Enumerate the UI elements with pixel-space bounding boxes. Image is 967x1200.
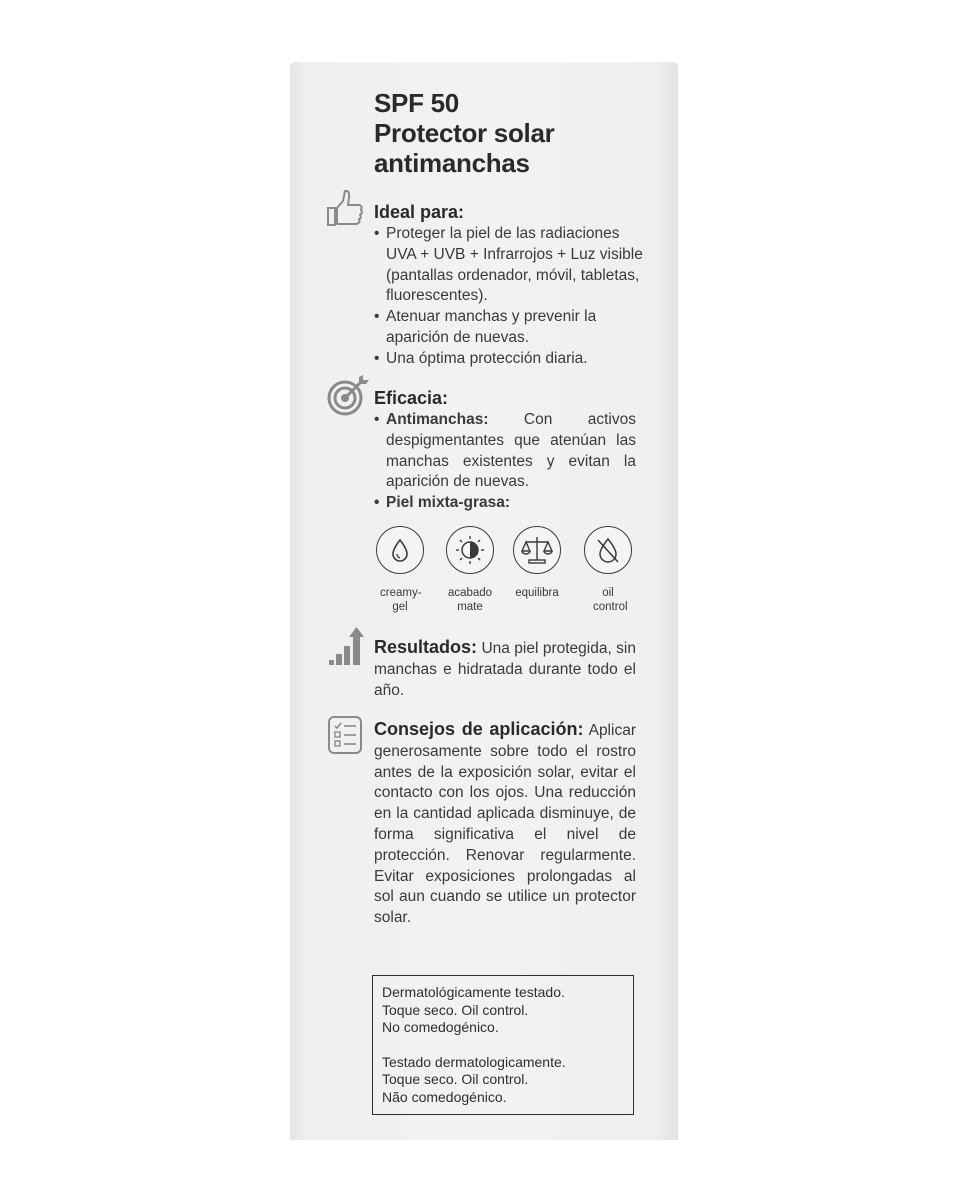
- consejos-heading: Consejos de aplicación:: [374, 719, 584, 739]
- title-line-2: Protector solar: [374, 118, 555, 148]
- badge-acabado-mate: [432, 526, 508, 614]
- ideal-bullet-3: • Una óptima protección diaria.: [374, 349, 644, 370]
- claim-es-2: Toque seco. Oil control.: [382, 1001, 529, 1018]
- checklist-icon: [327, 715, 363, 755]
- resultados-text: Una piel protegida, sin manchas e hidratada durante todo el año.: [374, 640, 636, 699]
- resultados-heading: Resultados:: [374, 637, 478, 657]
- matte-sun-icon: [447, 527, 493, 573]
- eficacia-section: [374, 387, 636, 514]
- antimanchas-label: Antimanchas:: [386, 411, 489, 428]
- badge-creamy-gel: [362, 526, 438, 614]
- consejos-section: [374, 718, 636, 929]
- ideal-bullet-2: • Atenuar manchas y prevenir la aparición de nuevas.: [374, 307, 644, 349]
- resultados-section: [374, 636, 636, 701]
- claim-pt-1: Testado dermatologicamente.: [382, 1053, 566, 1070]
- product-title: [374, 88, 654, 178]
- title-line-1: SPF 50: [374, 88, 459, 118]
- claims-box: [372, 975, 634, 1115]
- badge-label-creamy-gel: creamy-gel: [380, 587, 422, 613]
- antimanchas-text: Con activos despigmentantes que atenúan las manchas existentes y evitan la aparición de nuevas.: [386, 411, 636, 491]
- ideal-heading: Ideal para:: [374, 202, 465, 222]
- target-icon: [326, 374, 370, 418]
- claim-es-3: No comedogénico.: [382, 1019, 499, 1035]
- badge-label-acabado-mate: acabado mate: [447, 587, 493, 613]
- eficacia-heading: Eficacia:: [374, 388, 449, 408]
- consejos-text: Aplicar generosamente sobre todo el rostro antes de la exposición solar, evitar el contacto con los ojos. Una reducción en la cantidad aplicada disminuye, de forma significativa el nivel de protección. Renovar regularmente. Evitar exposiciones prolongadas al sol aun cuando se utilice un protector solar.: [374, 722, 636, 927]
- claim-pt-3: Não comedogénico.: [382, 1088, 507, 1105]
- no-oil-icon: [585, 527, 631, 573]
- ideal-section: [374, 201, 644, 370]
- eficacia-item-antimanchas: [374, 410, 636, 493]
- droplet-icon: [377, 527, 423, 573]
- eficacia-item-piel: • Piel mixta-grasa:: [374, 493, 636, 514]
- ideal-bullet-1: • Proteger la piel de las radiaciones UVA + UVB + Infrarrojos + Luz visible (pantallas ordenador, móvil, tabletas, fluorescentes).: [374, 224, 644, 307]
- badge-oil-control: [570, 526, 646, 614]
- growth-chart-icon: [327, 626, 365, 668]
- thumbs-up-icon: [326, 188, 364, 228]
- claim-pt-2: Toque seco. Oil control.: [382, 1071, 529, 1087]
- balance-scale-icon: [514, 527, 560, 573]
- badge-label-equilibra: equilibra: [515, 587, 559, 599]
- badge-label-oil-control: oil control: [593, 587, 628, 613]
- feature-badges: [372, 526, 640, 626]
- claim-es-1: Dermatológicamente testado.: [382, 984, 565, 1000]
- badge-equilibra: [499, 526, 575, 600]
- title-line-3: antimanchas: [374, 148, 530, 178]
